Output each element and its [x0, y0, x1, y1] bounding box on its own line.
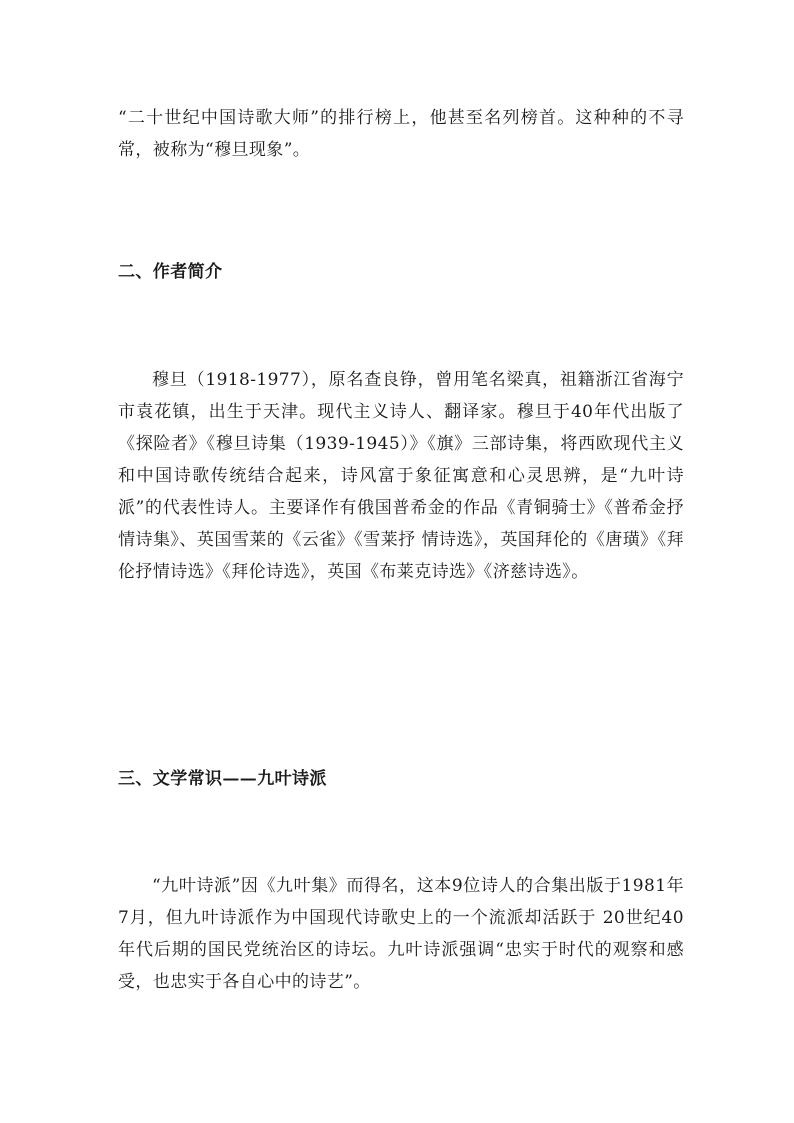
author-bio-paragraph: 穆旦（1918-1977），原名查良铮，曾用笔名梁真，祖籍浙江省海宁市袁花镇，出生于天津。现代主义诗人、翻译家。穆旦于40年代出版了《探险者》《穆旦诗集（1939-1945）》《旗》三部诗集，将西欧现代主义和中国诗歌传统结合起来，诗风富于象征寓意和心灵思辨，是“九叶诗派”的代表性诗人。主要译作有俄国普希金的作品《青铜骑士》《普希金抒情诗集》、英国雪莱的《云雀》《雪莱抒 情诗选》，英国拜伦的《唐璜》《拜伦抒情诗选》《拜伦诗选》，英国《布莱克诗选》《济慈诗选》。: [118, 370, 684, 582]
section-heading-literary-knowledge: 三、文学常识——九叶诗派: [118, 769, 327, 789]
intro-paragraph: “二十世纪中国诗歌大师”的排行榜上，他甚至名列榜首。这种种的不寻常，被称为“穆旦现象”。: [118, 108, 684, 160]
nine-leaves-school-paragraph: “九叶诗派”因《九叶集》而得名，这本9位诗人的合集出版于1981年7月，但九叶诗派作为中国现代诗歌史上的一个流派却活跃于 20世纪40年代后期的国民党统治区的诗坛。九叶诗派强调“忠实于时代的观察和感受，也忠实于各自心中的诗艺”。: [118, 876, 684, 992]
section-heading-author: 二、作者简介: [118, 262, 223, 282]
